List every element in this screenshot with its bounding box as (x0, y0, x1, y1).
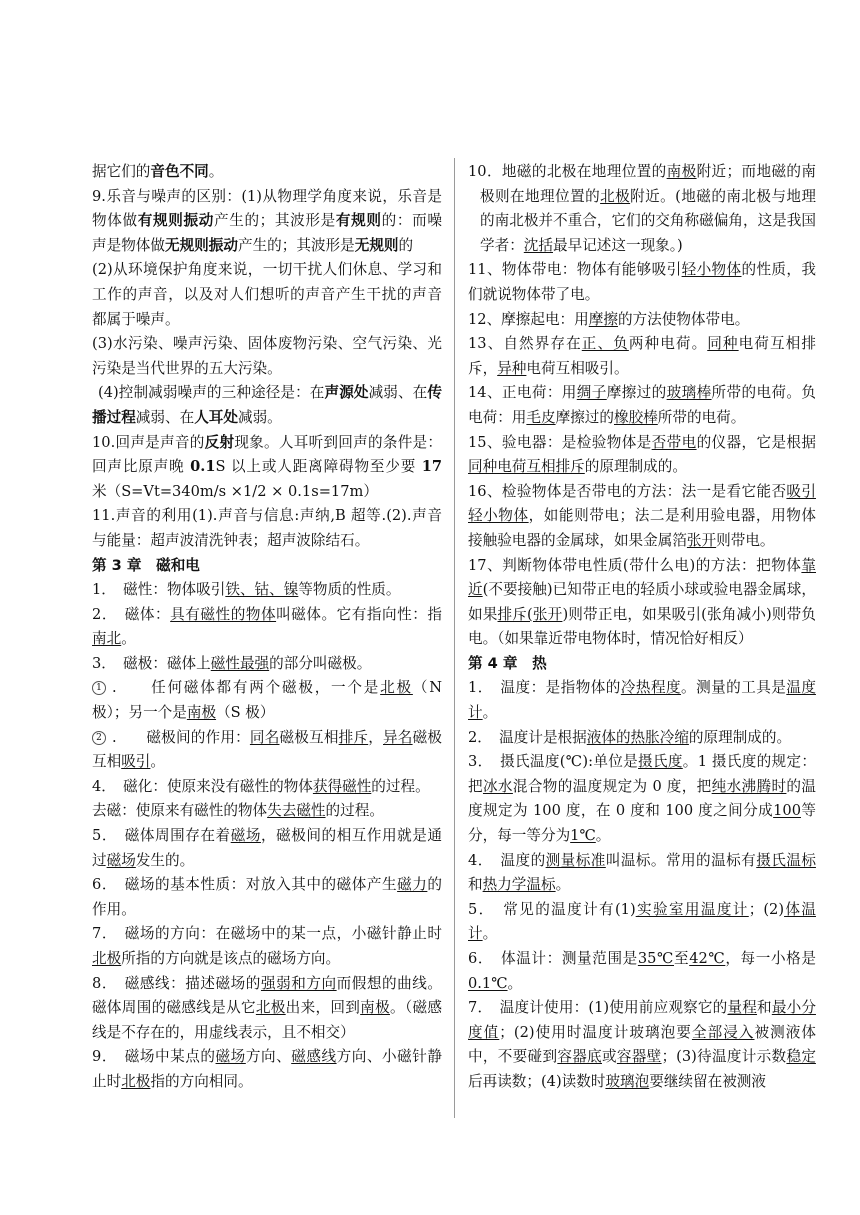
heat-item-2: 2． 温度计是根据液体的热胀冷缩的原理制成的。 (468, 728, 792, 746)
demagnetize-line: 去磁：使原来有磁性的物体失去磁性的过程。 (92, 802, 384, 820)
elec-item-11: 11、物体带电：物体有能够吸引轻小物体的性质，我们就说物体带了电。 (468, 261, 816, 303)
elec-item-12: 12、摩擦起电：用摩擦的方法使物体带电。 (468, 310, 750, 328)
mag-item-3-2: 2 . 磁极间的作用：同名磁极互相排斥，异名磁极互相吸引。 (92, 728, 442, 771)
right-column (468, 160, 816, 1095)
heat-item-3: 3． 摄氏温度(℃):单位是摄氏度。1 摄氏度的规定：把冰水混合物的温度规定为 0 度，把纯水沸腾时的温度规定为 100 度，在 0 度和 100 度之间分成100等分，每一等分为1℃。 (468, 753, 816, 845)
heat-item-1: 1． 温度：是指物体的冷热程度。测量的工具是温度计。 (468, 679, 816, 722)
item-11-sound-use: 11.声音的利用(1).声音与信息:声纳,B 超等.(2).声音与能量：超声波清洗钟表；超声波除结石。 (92, 507, 442, 549)
heat-item-7: 7． 温度计使用：(1)使用前应观察它的量程和最小分度值；(2)使用时温度计玻璃泡要全部浸入被测液体中，不要碰到容器底或容器壁；(3)待温度计示数稳定后再读数；(4)读数时玻璃泡要继续留在被测液 (468, 999, 816, 1090)
item-9: 9.乐音与噪声的区别：(1)从物理学角度来说，乐音是物体做有规则振动产生的；其波形是有规则的：而噪声是物体做无规则振动产生的；其波形是无规则的 (92, 187, 442, 254)
mag-item-6: 6． 磁场的基本性质：对放入其中的磁体产生磁力的作用。 (92, 876, 442, 918)
mag-item-9: 9． 磁场中某点的磁场方向、磁感线方向、小磁针静止时北极指的方向相同。 (92, 1048, 442, 1090)
elec-item-16: 16、检验物体是否带电的方法：法一是看它能否吸引轻小物体，如能则带电；法二是利用验电器，用物体接触验电器的金属球，如果金属箔张开则带电。 (468, 482, 816, 549)
mag-item-1: 1． 磁性：物体吸引铁、钴、镍等物质的性质。 (92, 581, 401, 599)
elec-item-13: 13、自然界存在正、负两种电荷。同种电荷互相排斥，异种电荷互相吸引。 (468, 335, 816, 377)
mag-item-3: 3． 磁极：磁体上磁性最强的部分叫磁极。 (92, 654, 372, 672)
mag-item-7: 7． 磁场的方向：在磁场中的某一点，小磁针静止时北极所指的方向就是该点的磁场方向。 (92, 925, 442, 967)
left-column (92, 160, 442, 1095)
geomag-item-10: 10．地磁的北极在地理位置的南极附近；而地磁的南极则在地理位置的北极附近。(地磁的南北极与地理的南北极并不重合，它们的交角称磁偏角，这是我国学者：沈括最早记述这一现象。) (468, 163, 816, 254)
column-divider (454, 158, 455, 1118)
chapter-3-heading: 第 3 章 磁和电 (92, 556, 200, 574)
heat-item-5: 5． 常见的温度计有(1)实验室用温度计；(2)体温计。 (468, 900, 816, 943)
elec-item-14: 14、正电荷：用绸子摩擦过的玻璃棒所带的电荷。负电荷：用毛皮摩擦过的橡胶棒所带的电荷。 (468, 384, 816, 426)
mag-item-2: 2． 磁体：具有磁性的物体叫磁体。它有指向性：指南北。 (92, 605, 442, 648)
timbre-line: 据它们的音色不同。 (92, 163, 224, 180)
item-9-4: (4)控制减弱噪声的三种途径是：在声源处减弱、在传播过程减弱、在人耳处减弱。 (92, 384, 442, 426)
item-9-3: (3)水污染、噪声污染、固体废物污染、空气污染、光污染是当代世界的五大污染。 (92, 335, 442, 377)
circled-number-2: 2 (92, 731, 106, 745)
mag-item-8: 8． 磁感线：描述磁场的强弱和方向而假想的曲线。磁体周围的磁感线是从它北极出来，回到南极。（磁感线是不存在的，用虚线表示，且不相交） (92, 974, 442, 1041)
elec-item-17: 17、判断物体带电性质(带什么电)的方法：把物体靠近(不要接触)已知带正电的轻质小球或验电器金属球，如果排斥(张开)则带正电，如果吸引(张角减小)则带负电。（如果靠近带电物体时，情况恰好相反） (468, 556, 816, 648)
elec-item-15: 15、验电器：是检验物体是否带电的仪器，它是根据同种电荷互相排斥的原理制成的。 (468, 433, 816, 476)
mag-item-4: 4． 磁化：使原来没有磁性的物体获得磁性的过程。 (92, 777, 430, 795)
item-9-2: (2)从环境保护角度来说，一切干扰人们休息、学习和工作的声音，以及对人们想听的声音产生干扰的声音都属于噪声。 (92, 261, 442, 328)
circled-number-1: 1 (92, 681, 106, 695)
heat-item-4: 4． 温度的测量标准叫温标。常用的温标有摄氏温标和热力学温标。 (468, 851, 816, 894)
heat-item-6: 6． 体温计：测量范围是35℃至42℃，每一小格是0.1℃。 (468, 950, 816, 992)
mag-item-5: 5． 磁体周围存在着磁场，磁极间的相互作用就是通过磁场发生的。 (92, 827, 442, 869)
item-10-echo: 10.回声是声音的反射现象。人耳听到回声的条件是：回声比原声晚 0.1S 以上或人距离障碍物至少要 17 米（S=Vt=340m/s ×1/2 × 0.1s=17m） (92, 433, 442, 500)
mag-item-3-1: 1 . 任何磁体都有两个磁极，一个是北极（N 极）；另一个是南极（S 极） (92, 679, 442, 722)
chapter-4-heading: 第 4 章 热 (468, 654, 547, 672)
